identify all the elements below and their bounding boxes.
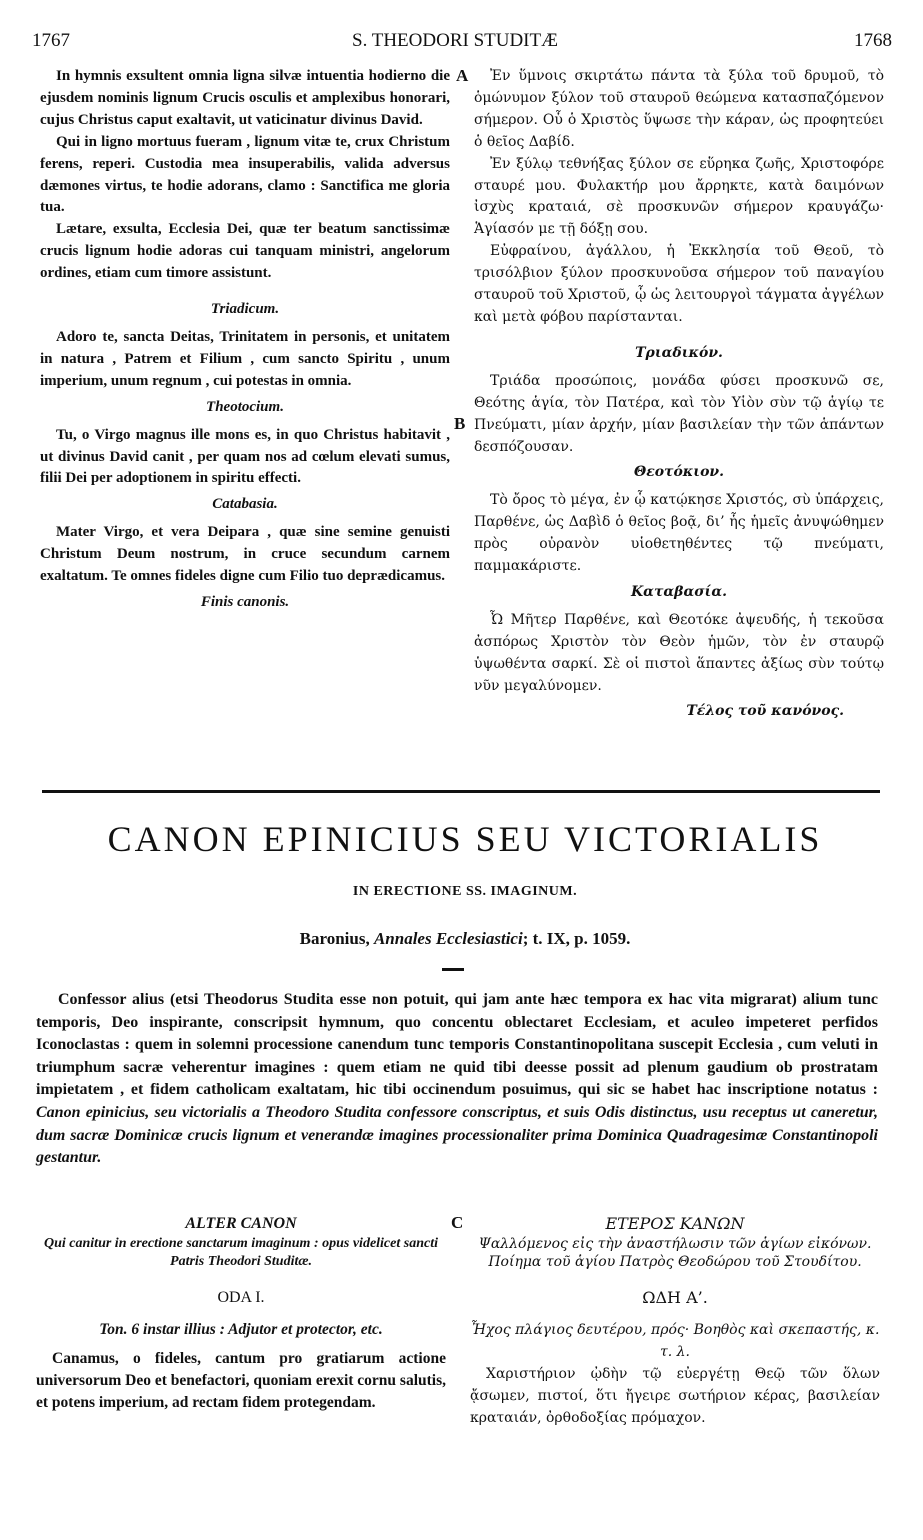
- tone-greek: Ἦχος πλάγιος δευτέρου, πρός· Βοηθὸς καὶ σκεπαστής, κ. τ. λ.: [470, 1322, 880, 1360]
- latin-paragraph: Mater Virgo, et vera Deipara , quæ sine semine genuisti Christum Deum nostrum, in cruce secundum carnem exaltatum. Te omnes fideles digne cum Filio tuo deprædicamus.: [40, 524, 450, 585]
- intro-paragraph: [36, 989, 878, 1170]
- latin-column-bottom: [36, 1213, 446, 1414]
- section-subtitle: IN ERECTIONE SS. IMAGINUM.: [352, 884, 578, 899]
- greek-paragraph: Ὦ Μῆτερ Παρθένε, καὶ Θεοτόκε ἀψευδής, ἡ τεκοῦσα ἀσπόρως Χριστὸν τὸν Θεὸν ἡμῶν, τὸν ἐν σταυρῷ ὑψωθέντα σαρκί. Σὲ οἱ πιστοὶ ἅπαντες ἀξίως σὺν τούτῳ νῦν μεγαλύνομεν.: [474, 611, 884, 694]
- section-title: CANON EPINICIUS SEU VICTORIALIS: [107, 819, 823, 859]
- canon-title-greek: ΕΤΕΡΟΣ ΚΑΝΩΝ: [605, 1214, 745, 1233]
- left-page-number: 1767: [32, 30, 70, 51]
- source-citation: [40, 929, 890, 949]
- short-rule: [442, 968, 464, 971]
- greek-column-bottom: [470, 1213, 880, 1429]
- canon-title-latin: ALTER CANON: [185, 1215, 297, 1232]
- margin-letter-c: C: [451, 1213, 464, 1232]
- oda-heading-greek: ΩΔΗ Α’.: [642, 1288, 708, 1307]
- finis-canonis: Finis canonis.: [200, 593, 290, 610]
- source-author: Baronius,: [299, 929, 370, 948]
- source-work: Annales Ecclesiastici: [373, 929, 523, 948]
- greek-paragraph: Τὸ ὄρος τὸ μέγα, ἐν ᾧ κατῴκησε Χριστός, σὺ ὑπάρχεις, Παρθένε, ὡς Δαβὶδ ὁ θεῖος βοᾷ, δι’ ἧς ἡμεῖς ἀνυψώθημεν πρὸς οὐρανὸν υἱοθετηθέντες τῷ πνεύματι, παμμακάριστε.: [474, 492, 884, 575]
- greek-column-top: [474, 66, 884, 729]
- oda-heading-latin: ODA I.: [217, 1289, 265, 1306]
- greek-paragraph: Εὐφραίνου, ἀγάλλου, ἡ Ἐκκλησία τοῦ Θεοῦ, τὸ τρισόλβιον ξύλον προσκυνοῦσα σήμερον τοῦ παναγίου σταυροῦ τοῦ Χριστοῦ, ᾧ ὡς λειτουργοὶ τάγματα ἀγγέλων καὶ μετὰ φόβου παρίστανται.: [474, 243, 884, 325]
- telos-kanonos: Τέλος τοῦ κανόνος.: [686, 703, 844, 720]
- latin-paragraph: Tu, o Virgo magnus ille mons es, in quo Christus habitavit , ut divinus David canit , per quam nos ad cœlum elevati sumus, filii Dei per adoptionem in spiritu effecti.: [40, 426, 450, 487]
- heading-triadikon: Τριαδικόν.: [635, 344, 723, 361]
- canon-subtitle-greek: Ψαλλόμενος εἰς τὴν ἀναστήλωσιν τῶν ἁγίων εἰκόνων. Ποίημα τοῦ ἁγίου Πατρὸς Θεοδώρου τοῦ Στουδίτου.: [478, 1236, 872, 1270]
- latin-paragraph: In hymnis exsultent omnia ligna silvæ intuentia hodierno die ejusdem nominis lignum Crucis osculis et amplexibus honorari, cujus Christus caput exaltavit, ut vaticinatur divinus David.: [40, 68, 450, 128]
- canon-subtitle-latin: Qui canitur in erectione sanctarum imaginum : opus videlicet sancti Patris Theodori Studitæ.: [44, 1236, 438, 1269]
- margin-letter-a: A: [456, 66, 469, 85]
- heading-theotokion: Θεοτόκιον.: [634, 464, 724, 481]
- source-reference: ; t. IX, p. 1059.: [522, 929, 631, 948]
- latin-paragraph: Qui in ligno mortuus fueram , lignum vitæ te, crux Christum ferens, reperi. Custodia mea insuperabilis, valida adversus dæmones virtus, te hodie adorans, clamo : Sanctifica me gloria tua.: [40, 133, 450, 216]
- heading-triadicum: Triadicum.: [210, 301, 280, 318]
- latin-paragraph: Adoro te, sancta Deitas, Trinitatem in personis, et unitatem in natura , Patrem et Filium , cum sancto Spiritu , unum imperium, unum regnum , cui potestas in omnia.: [40, 328, 450, 389]
- latin-paragraph: Lætare, exsulta, Ecclesia Dei, quæ ter beatum sanctissimæ crucis lignum hodie adoras cui tanquam ministri, angelorum ordines, etiam cum timore assistunt.: [40, 221, 450, 282]
- right-page-number: 1768: [854, 30, 892, 51]
- greek-paragraph: Ἐν ὕμνοις σκιρτάτω πάντα τὰ ξύλα τοῦ δρυμοῦ, τὸ ὁμώνυμον ξύλον τοῦ σταυροῦ θεώμενα κατασπαζόμενον σήμερον. Οὗ ὁ Χριστὸς ὕψωσε τὴν κάραν, ὡς προφητεύει ὁ θεῖος Δαβίδ.: [474, 68, 884, 150]
- greek-paragraph: Ἐν ξύλῳ τεθνήξας ξύλον σε εὕρηκα ζωῆς, Χριστοφόρε σταυρέ μου. Φυλακτήρ μου ἄρρηκτε, κατὰ δαιμόνων ἰσχὺς κραταιά, σὲ προσκυνῶν σήμερον κραυγάζω· Ἁγίασόν με τῇ δόξῃ σου.: [474, 155, 884, 238]
- heading-catabasia: Catabasia.: [212, 496, 278, 513]
- greek-paragraph: Τριάδα προσώποις, μονάδα φύσει προσκυνῶ σε, Θεότης ἁγία, τὸν Πατέρα, καὶ τὸν Υἱὸν σὺν τῷ ἁγίῳ τε Πνεύματι, μίαν ἀρχήν, μίαν βασιλείαν τὴν τῶν ἁπάντων δεσπόζουσαν.: [474, 372, 884, 455]
- intro-italic-text: Canon epinicius, seu victorialis a Theodoro Studita confessore conscriptus, et suis Odis distinctus, usu receptus ut caneretur, dum sacræ Dominicæ crucis lignum et venerandæ imagines processionaliter prima Dominica Quadragesimæ Constantinopoli gestantur.: [36, 1103, 878, 1167]
- tone-latin: Ton. 6 instar illius : Adjutor et protector, etc.: [99, 1321, 383, 1338]
- latin-paragraph: Canamus, o fideles, cantum pro gratiarum actione universorum Deo et benefactori, quoniam erexit cornu salutis, et potens imperium, ad rectam fidem protegendam.: [36, 1350, 446, 1411]
- section-divider: [42, 790, 880, 793]
- heading-katabasia: Καταβασία.: [631, 583, 727, 600]
- greek-paragraph: Χαριστήριον ᾠδὴν τῷ εὐεργέτῃ Θεῷ τῶν ὅλων ᾄσωμεν, πιστοί, ὅτι ἤγειρε σωτήριον κέρας, βασιλείαν κραταιάν, ὀρθοδοξίας πρόμαχον.: [470, 1366, 880, 1426]
- heading-theotocium: Theotocium.: [206, 398, 284, 415]
- intro-text: Confessor alius (etsi Theodorus Studita esse non potuit, qui jam ante hæc tempora ex hac vita migrarat) alium tunc temporis, Deo inspirante, conscripsit hymnum, quo concentu oblectaret Ecclesiam, et aculeo impeteret perfidos Iconoclastas : quem in solemni processione canendum tunc temporis Constantinopolitana suscepit Ecclesia , cum veluti in triumphum sacræ veherentur imagines : quem etiam ne quid tibi deesse possit ad plenum gaudium ob prostratam impietatem , et fidem catholicam exaltatam, hic tibi occinendum posuimus, qui sic se habet hac inscriptione notatus :: [36, 991, 878, 1099]
- running-title: S. THEODORI STUDITÆ: [352, 30, 559, 51]
- latin-column-top: [40, 66, 450, 620]
- margin-letter-b: B: [454, 414, 466, 433]
- running-header: [32, 30, 892, 56]
